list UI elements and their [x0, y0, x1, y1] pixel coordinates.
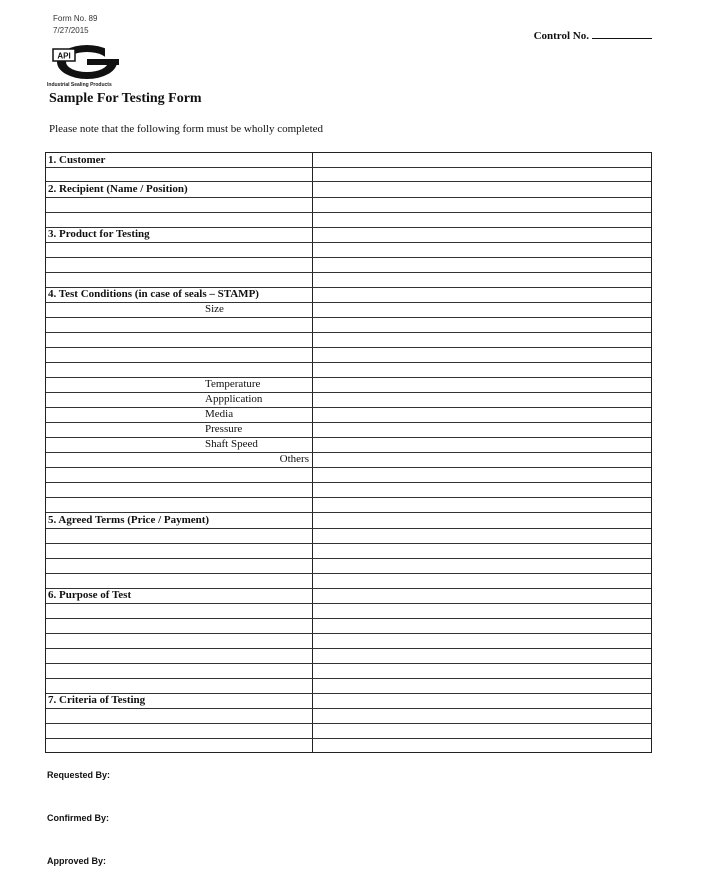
- row-line: [46, 392, 651, 393]
- row-line: [46, 302, 651, 303]
- row-line: [46, 257, 651, 258]
- logo-text: API: [57, 51, 71, 61]
- section-customer: 1. Customer: [48, 154, 106, 166]
- control-number: [534, 28, 652, 42]
- row-line: [46, 618, 651, 619]
- row-line: [46, 167, 651, 168]
- row-line: [46, 588, 651, 589]
- company-logo: [47, 42, 127, 82]
- field-application: Appplication: [205, 393, 263, 405]
- row-line: [46, 723, 651, 724]
- row-line: [46, 452, 651, 453]
- section-recipient: 2. Recipient (Name / Position): [48, 183, 188, 195]
- form-number: Form No. 89: [53, 14, 98, 23]
- confirmed-by-label: Confirmed By:: [47, 813, 110, 823]
- row-line: [46, 482, 651, 483]
- row-line: [46, 663, 651, 664]
- logo-caption: Industrial Sealing Products: [47, 82, 112, 88]
- row-line: [46, 407, 651, 408]
- section-product: 3. Product for Testing: [48, 228, 150, 240]
- row-line: [46, 497, 651, 498]
- section-test-conditions: 4. Test Conditions (in case of seals – STAMP): [48, 288, 259, 300]
- row-line: [46, 242, 651, 243]
- approved-by-label: Approved By:: [47, 856, 107, 866]
- row-line: [46, 422, 651, 423]
- field-media: Media: [205, 408, 234, 420]
- field-shaft-speed: Shaft Speed: [205, 438, 258, 450]
- form-title: Sample For Testing Form: [49, 91, 202, 106]
- field-pressure: Pressure: [205, 423, 243, 435]
- form-note: Please note that the following form must be wholly completed: [49, 123, 324, 135]
- row-line: [46, 332, 651, 333]
- row-line: [46, 738, 651, 739]
- row-line: [46, 272, 651, 273]
- row-line: [46, 633, 651, 634]
- requested-by-label: Requested By:: [47, 770, 111, 780]
- row-line: [46, 377, 651, 378]
- form-date: 7/27/2015: [53, 26, 89, 35]
- field-others: Others: [279, 453, 309, 465]
- row-line: [46, 708, 651, 709]
- section-agreed-terms: 5. Agreed Terms (Price / Payment): [48, 514, 210, 526]
- row-line: [46, 558, 651, 559]
- control-number-blank[interactable]: [592, 28, 652, 39]
- control-number-label: Control No.: [533, 30, 589, 42]
- field-temperature: Temperature: [205, 378, 261, 390]
- row-line: [46, 181, 651, 182]
- row-line: [46, 512, 651, 513]
- row-line: [46, 573, 651, 574]
- row-line: [46, 648, 651, 649]
- row-line: [46, 678, 651, 679]
- section-purpose: 6. Purpose of Test: [48, 589, 132, 601]
- row-line: [46, 467, 651, 468]
- row-line: [46, 347, 651, 348]
- row-line: [46, 528, 651, 529]
- row-line: [46, 197, 651, 198]
- row-line: [46, 362, 651, 363]
- row-line: [46, 212, 651, 213]
- form-table: [45, 152, 652, 753]
- row-line: [46, 437, 651, 438]
- row-line: [46, 603, 651, 604]
- row-line: [46, 317, 651, 318]
- section-criteria: 7. Criteria of Testing: [48, 694, 146, 706]
- field-size: Size: [205, 303, 224, 315]
- row-line: [46, 543, 651, 544]
